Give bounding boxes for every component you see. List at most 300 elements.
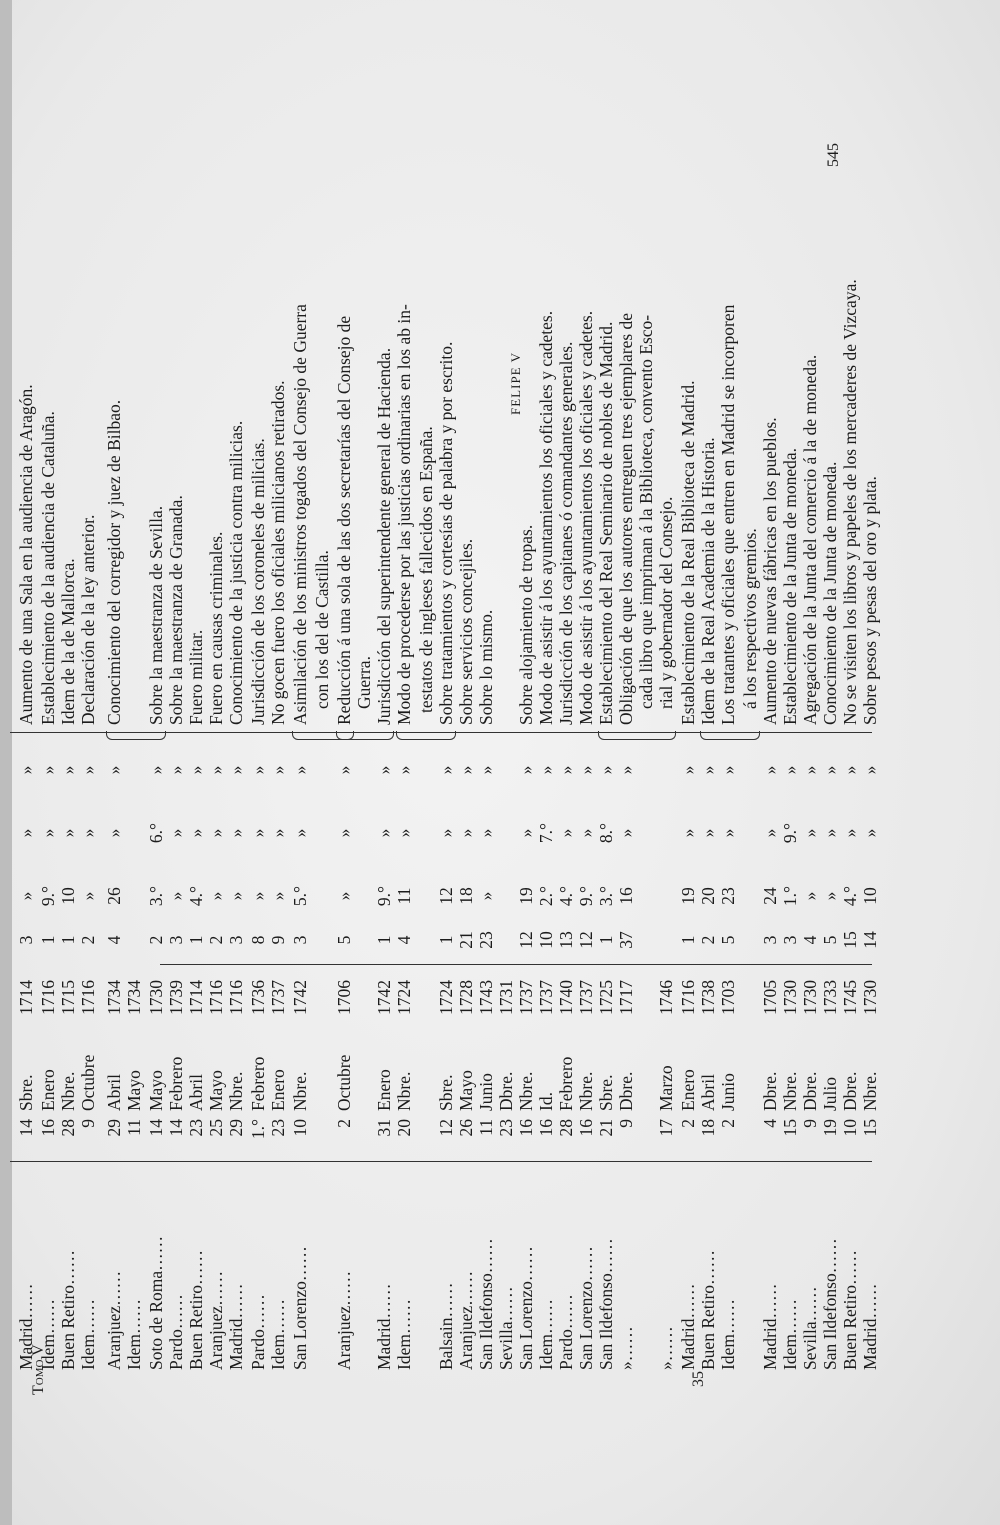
row-note: »	[290, 828, 310, 838]
row-description: Sobre la maestranza de Granada.	[166, 495, 186, 725]
row-chapter: 4.°	[186, 885, 206, 907]
row-extra: »	[374, 765, 394, 775]
row-month: Febrero	[248, 1056, 268, 1111]
row-day: 14	[146, 1119, 166, 1137]
row-day: 9	[800, 1119, 820, 1128]
row-extra: »	[268, 765, 288, 775]
row-year: 1716	[38, 980, 58, 1015]
row-year: 1728	[456, 980, 476, 1015]
table-row	[146, 0, 166, 1525]
row-description: Jurisdicción de los capitanes ó comandantes generales.	[556, 341, 576, 725]
row-day: 29	[226, 1119, 246, 1137]
row-law-number: 37	[616, 931, 636, 949]
row-month: Enero	[678, 1069, 698, 1111]
row-chapter: 1.°	[780, 885, 800, 907]
table-row	[334, 0, 354, 1525]
row-day: 10	[840, 1119, 860, 1137]
row-place: Sevilla……	[800, 1286, 820, 1370]
row-place: »……	[656, 1326, 676, 1370]
row-day: 14	[166, 1119, 186, 1137]
table-row	[476, 0, 496, 1525]
row-note: »	[334, 828, 354, 838]
row-description: No gocen fuero los oficiales milicianos retirados.	[268, 380, 288, 725]
row-day: 16	[576, 1119, 596, 1137]
table-row	[374, 0, 394, 1525]
row-description: Establecimiento de la audiencia de Cataluña.	[38, 411, 58, 725]
row-chapter: »	[476, 891, 496, 901]
table-row	[248, 0, 268, 1525]
row-description: Establecimiento del Real Seminario de nobles de Madrid.	[596, 321, 616, 725]
row-law-number: 4	[104, 935, 124, 945]
row-year: 1716	[78, 980, 98, 1015]
row-extra: »	[820, 765, 840, 775]
row-month: Enero	[38, 1069, 58, 1111]
row-place: Madrid……	[860, 1283, 880, 1370]
row-month: Sbre.	[596, 1074, 616, 1111]
row-description: Conocimiento de la Junta de moneda.	[820, 461, 840, 725]
row-chapter: »	[206, 891, 226, 901]
table-row	[58, 0, 78, 1525]
row-description: Sobre lo mismo.	[476, 609, 496, 725]
group-brace	[598, 731, 676, 740]
row-law-number: 2	[206, 935, 226, 945]
row-description: Agregación de la Junta del comercio á la de moneda.	[800, 354, 820, 725]
row-extra: »	[226, 765, 246, 775]
row-description: Guerra.	[354, 656, 374, 709]
table-row	[536, 0, 556, 1525]
row-month: Marzo	[656, 1065, 676, 1111]
page-number: 545	[825, 143, 842, 167]
row-note: »	[78, 828, 98, 838]
row-law-number: 12	[576, 931, 596, 949]
row-month: Dbre.	[616, 1071, 636, 1111]
row-extra: »	[516, 765, 536, 775]
row-month: Dbre.	[496, 1071, 516, 1111]
row-day: 14	[16, 1119, 36, 1137]
row-note: »	[516, 828, 536, 838]
row-description: Idem de la Real Academia de la Historia.	[698, 437, 718, 725]
table-row	[636, 0, 656, 1525]
row-note: 8.°	[596, 822, 616, 844]
table-row	[516, 0, 536, 1525]
row-note: »	[16, 828, 36, 838]
row-year: 1703	[718, 980, 738, 1015]
table-row	[394, 0, 414, 1525]
row-extra: »	[698, 765, 718, 775]
row-year: 1716	[206, 980, 226, 1015]
table-row	[206, 0, 226, 1525]
row-chapter: 3.°	[596, 885, 616, 907]
row-place: Idem……	[718, 1299, 738, 1370]
row-place: Madrid……	[678, 1283, 698, 1370]
row-law-number: 3	[226, 935, 246, 945]
row-extra: »	[800, 765, 820, 775]
row-place: Idem……	[78, 1299, 98, 1370]
row-chapter: »	[820, 891, 840, 901]
group-brace	[106, 731, 166, 740]
row-note: »	[186, 828, 206, 838]
row-year: 1742	[374, 980, 394, 1015]
row-description: Establecimiento de la Real Biblioteca de Madrid.	[678, 380, 698, 725]
row-month: Octubre	[78, 1054, 98, 1111]
row-law-number: 23	[476, 931, 496, 949]
row-day: 12	[436, 1119, 456, 1137]
row-law-number: 13	[556, 931, 576, 949]
row-note: »	[166, 828, 186, 838]
row-law-number: 4	[800, 935, 820, 945]
row-description: testatos de ingleses fallecidos en España.	[416, 426, 436, 713]
row-day: 2	[334, 1119, 354, 1128]
row-description: Modo de asistir á los ayuntamientos los oficiales y cadetes.	[536, 310, 556, 725]
row-chapter: 19	[678, 887, 698, 905]
row-day: 15	[780, 1119, 800, 1137]
row-law-number: 2	[146, 935, 166, 945]
table-row	[354, 0, 374, 1525]
row-year: 1737	[268, 980, 288, 1015]
row-description: Fuero en causas criminales.	[206, 531, 226, 725]
row-month: Octubre	[334, 1054, 354, 1111]
row-extra: »	[678, 765, 698, 775]
row-year: 1724	[394, 980, 414, 1015]
row-month: Sbre.	[16, 1074, 36, 1111]
row-chapter: 11	[394, 887, 414, 905]
row-note: »	[456, 828, 476, 838]
group-brace	[396, 731, 456, 740]
row-note: »	[678, 828, 698, 838]
row-chapter: »	[334, 891, 354, 901]
row-note: 6.°	[146, 822, 166, 844]
row-place: Madrid……	[760, 1283, 780, 1370]
table-row	[820, 0, 840, 1525]
row-place: San Lorenzo……	[290, 1246, 310, 1370]
row-law-number: 8	[248, 935, 268, 945]
row-chapter: 23	[718, 887, 738, 905]
row-extra: »	[456, 765, 476, 775]
row-note: »	[698, 828, 718, 838]
table-row	[496, 0, 516, 1525]
row-year: 1737	[536, 980, 556, 1015]
row-description: Jurisdicción de los coroneles de milicias.	[248, 438, 268, 725]
row-day: 25	[206, 1119, 226, 1137]
table-row	[456, 0, 476, 1525]
row-law-number: 2	[78, 935, 98, 945]
row-day: 29	[104, 1119, 124, 1137]
row-place: Buen Retiro……	[58, 1249, 78, 1370]
row-chapter: 5.°	[290, 885, 310, 907]
row-year: 1739	[166, 980, 186, 1015]
row-extra: »	[186, 765, 206, 775]
row-law-number: 9	[268, 935, 288, 945]
row-note: »	[226, 828, 246, 838]
table-row	[268, 0, 288, 1525]
row-place: Madrid……	[374, 1283, 394, 1370]
row-extra: »	[860, 765, 880, 775]
row-extra: »	[840, 765, 860, 775]
row-month: Mayo	[146, 1070, 166, 1111]
table-row	[840, 0, 860, 1525]
row-place: San Ildefonso……	[476, 1238, 496, 1370]
row-month: Mayo	[456, 1070, 476, 1111]
row-description: No se visiten los libros y papeles de los mercaderes de Vizcaya.	[840, 279, 860, 725]
row-day: 2	[718, 1119, 738, 1128]
row-chapter: 12	[436, 887, 456, 905]
row-description: Aumento de una Sala en la audiencia de Aragón.	[16, 384, 36, 725]
row-month: Mayo	[124, 1070, 144, 1111]
row-chapter: »	[78, 891, 98, 901]
row-law-number: 5	[718, 935, 738, 945]
row-description: rial y gobernador del Consejo.	[656, 496, 676, 709]
row-description: Reducción á una sola de las dos secretarías del Consejo de	[334, 315, 354, 725]
row-law-number: 1	[58, 935, 78, 945]
group-brace	[700, 731, 760, 740]
row-description: Conocimiento del corregidor y juez de Bilbao.	[104, 399, 124, 725]
row-note: »	[718, 828, 738, 838]
row-law-number: 3	[290, 935, 310, 945]
row-law-number: 21	[456, 931, 476, 949]
row-year: 1714	[186, 980, 206, 1015]
row-extra: »	[206, 765, 226, 775]
row-year: 1724	[436, 980, 456, 1015]
row-day: 23	[268, 1119, 288, 1137]
row-place: Idem……	[124, 1299, 144, 1370]
table-row	[104, 0, 124, 1525]
row-month: Dbre.	[840, 1071, 860, 1111]
row-day: 4	[760, 1119, 780, 1128]
row-extra: »	[760, 765, 780, 775]
row-extra: »	[436, 765, 456, 775]
row-month: Dbre.	[800, 1071, 820, 1111]
row-year: 1733	[820, 980, 840, 1015]
row-year: 1746	[656, 980, 676, 1015]
row-law-number: 3	[780, 935, 800, 945]
row-law-number: 1	[436, 935, 456, 945]
row-place: Idem……	[780, 1299, 800, 1370]
row-law-number: 1	[38, 935, 58, 945]
row-day: 2	[678, 1119, 698, 1128]
row-law-number: 3	[16, 935, 36, 945]
row-year: 1738	[698, 980, 718, 1015]
row-place: Idem……	[268, 1299, 288, 1370]
row-chapter: »	[248, 891, 268, 901]
row-month: Nbre.	[58, 1071, 78, 1111]
row-description: Sobre tratamientos y cortesías de palabra y por escrito.	[436, 341, 456, 725]
row-chapter: 9.°	[576, 885, 596, 907]
row-extra: »	[718, 765, 738, 775]
row-month: Nbre.	[394, 1071, 414, 1111]
row-month: Mayo	[206, 1070, 226, 1111]
row-place: Sevilla……	[496, 1286, 516, 1370]
row-month: Id.	[536, 1092, 556, 1111]
row-note: »	[38, 828, 58, 838]
row-month: Enero	[268, 1069, 288, 1111]
row-day: 11	[124, 1119, 144, 1136]
row-year: 1730	[860, 980, 880, 1015]
row-day: 31	[374, 1119, 394, 1137]
row-year: 1730	[800, 980, 820, 1015]
table-row	[416, 0, 436, 1525]
row-chapter: 18	[456, 887, 476, 905]
row-note: »	[760, 828, 780, 838]
row-description: Sobre servicios concejiles.	[456, 538, 476, 725]
row-extra: »	[16, 765, 36, 775]
row-chapter: 9.°	[374, 885, 394, 907]
row-law-number: 3	[760, 935, 780, 945]
row-chapter: 3.°	[146, 885, 166, 907]
row-month: Enero	[374, 1069, 394, 1111]
row-law-number: 1	[374, 935, 394, 945]
row-note: »	[248, 828, 268, 838]
row-place: Aranjuez……	[206, 1270, 226, 1370]
row-day: 19	[820, 1119, 840, 1137]
row-day: 20	[394, 1119, 414, 1137]
row-extra: »	[78, 765, 98, 775]
row-place: Soto de Roma……	[146, 1235, 166, 1370]
table-row	[718, 0, 738, 1525]
group-brace	[336, 731, 394, 740]
row-note: »	[268, 828, 288, 838]
row-note: »	[840, 828, 860, 838]
row-year: 1737	[576, 980, 596, 1015]
row-month: Abril	[186, 1074, 206, 1111]
row-day: 9	[616, 1119, 636, 1128]
row-place: Idem……	[38, 1299, 58, 1370]
row-extra: »	[536, 765, 556, 775]
table-row	[616, 0, 636, 1525]
row-month: Febrero	[166, 1056, 186, 1111]
row-year: 1706	[334, 980, 354, 1015]
row-note: »	[556, 828, 576, 838]
row-year: 1740	[556, 980, 576, 1015]
row-year: 1725	[596, 980, 616, 1015]
row-place: San Ildefonso……	[820, 1238, 840, 1370]
row-year: 1716	[678, 980, 698, 1015]
table-row	[16, 0, 36, 1525]
table-row	[78, 0, 98, 1525]
row-place: Buen Retiro……	[840, 1249, 860, 1370]
row-description: á los respectivos gremios.	[740, 528, 760, 709]
row-place: Pardo……	[248, 1294, 268, 1370]
row-description: Conocimiento de la justicia contra milicias.	[226, 420, 246, 725]
row-place: San Lorenzo……	[576, 1246, 596, 1370]
table-row	[186, 0, 206, 1525]
row-place: Idem……	[394, 1299, 414, 1370]
row-description: Establecimiento de la Junta de moneda.	[780, 448, 800, 725]
row-description: Sobre alojamiento de tropas.	[516, 524, 536, 725]
row-description: Modo de asistir á los ayuntamientos los oficiales y cadetes.	[576, 310, 596, 725]
row-month: Junio	[718, 1073, 738, 1111]
row-month: Febrero	[556, 1056, 576, 1111]
row-place: Buen Retiro……	[698, 1249, 718, 1370]
row-extra: »	[476, 765, 496, 775]
table-row	[436, 0, 456, 1525]
row-law-number: 3	[166, 935, 186, 945]
row-chapter: 4.°	[556, 885, 576, 907]
row-place: Madrid……	[226, 1283, 246, 1370]
row-day: 16	[516, 1119, 536, 1137]
row-extra: »	[166, 765, 186, 775]
row-description: cada libro que impriman á la Biblioteca, convento Esco-	[636, 314, 656, 709]
row-month: Nbre.	[516, 1071, 536, 1111]
table-row	[678, 0, 698, 1525]
row-year: 1734	[104, 980, 124, 1015]
row-note: »	[576, 828, 596, 838]
row-chapter: 24	[760, 887, 780, 905]
table-row	[800, 0, 820, 1525]
row-month: Nbre.	[226, 1071, 246, 1111]
row-extra: »	[146, 765, 166, 775]
row-law-number: 5	[820, 935, 840, 945]
row-note: »	[860, 828, 880, 838]
table-row	[740, 0, 760, 1525]
row-place: Aranjuez……	[456, 1270, 476, 1370]
row-day: 9	[78, 1119, 98, 1128]
row-chapter: 4.°	[840, 885, 860, 907]
table-row	[860, 0, 880, 1525]
row-extra: »	[334, 765, 354, 775]
row-note: »	[374, 828, 394, 838]
row-month: Junio	[476, 1073, 496, 1111]
row-law-number: 2	[698, 935, 718, 945]
row-extra: »	[596, 765, 616, 775]
row-law-number: 1	[186, 935, 206, 945]
row-description: Fuero militar.	[186, 629, 206, 725]
row-law-number: 10	[536, 931, 556, 949]
row-description: con los del de Castilla.	[312, 550, 332, 709]
row-day: 10	[290, 1119, 310, 1137]
row-day: 28	[58, 1119, 78, 1137]
row-note: 7.°	[536, 822, 556, 844]
row-note: »	[104, 828, 124, 838]
row-extra: »	[780, 765, 800, 775]
row-description: Declaración de la ley anterior.	[78, 514, 98, 725]
row-law-number: 14	[860, 931, 880, 949]
row-chapter: 10	[860, 887, 880, 905]
row-year: 1743	[476, 980, 496, 1015]
running-head: FELIPE V	[508, 351, 523, 415]
row-chapter: »	[166, 891, 186, 901]
row-chapter: 10	[58, 887, 78, 905]
row-day: 16	[38, 1119, 58, 1137]
row-chapter: 19	[516, 887, 536, 905]
row-extra: »	[576, 765, 596, 775]
row-year: 1730	[146, 980, 166, 1015]
row-month: Julio	[820, 1076, 840, 1111]
row-year: 1714	[16, 980, 36, 1015]
row-year: 1715	[58, 980, 78, 1015]
row-place: Pardo……	[556, 1294, 576, 1370]
row-month: Abril	[698, 1074, 718, 1111]
row-extra: »	[104, 765, 124, 775]
row-year: 1745	[840, 980, 860, 1015]
table-row	[760, 0, 780, 1525]
row-place: Aranjuez……	[334, 1270, 354, 1370]
table-row	[38, 0, 58, 1525]
row-day: 21	[596, 1119, 616, 1137]
row-description: Obligación de que los autores entreguen tres ejemplares de	[616, 312, 636, 725]
row-note: »	[206, 828, 226, 838]
row-place: Aranjuez……	[104, 1270, 124, 1370]
row-year: 1737	[516, 980, 536, 1015]
row-month: Nbre.	[290, 1071, 310, 1111]
table-row	[576, 0, 596, 1525]
row-month: Nbre.	[576, 1071, 596, 1111]
row-year: 1742	[290, 980, 310, 1015]
row-day: 15	[860, 1119, 880, 1137]
row-extra: »	[290, 765, 310, 775]
row-chapter: 9.°	[38, 885, 58, 907]
row-chapter: »	[268, 891, 288, 901]
row-day: 18	[698, 1119, 718, 1137]
